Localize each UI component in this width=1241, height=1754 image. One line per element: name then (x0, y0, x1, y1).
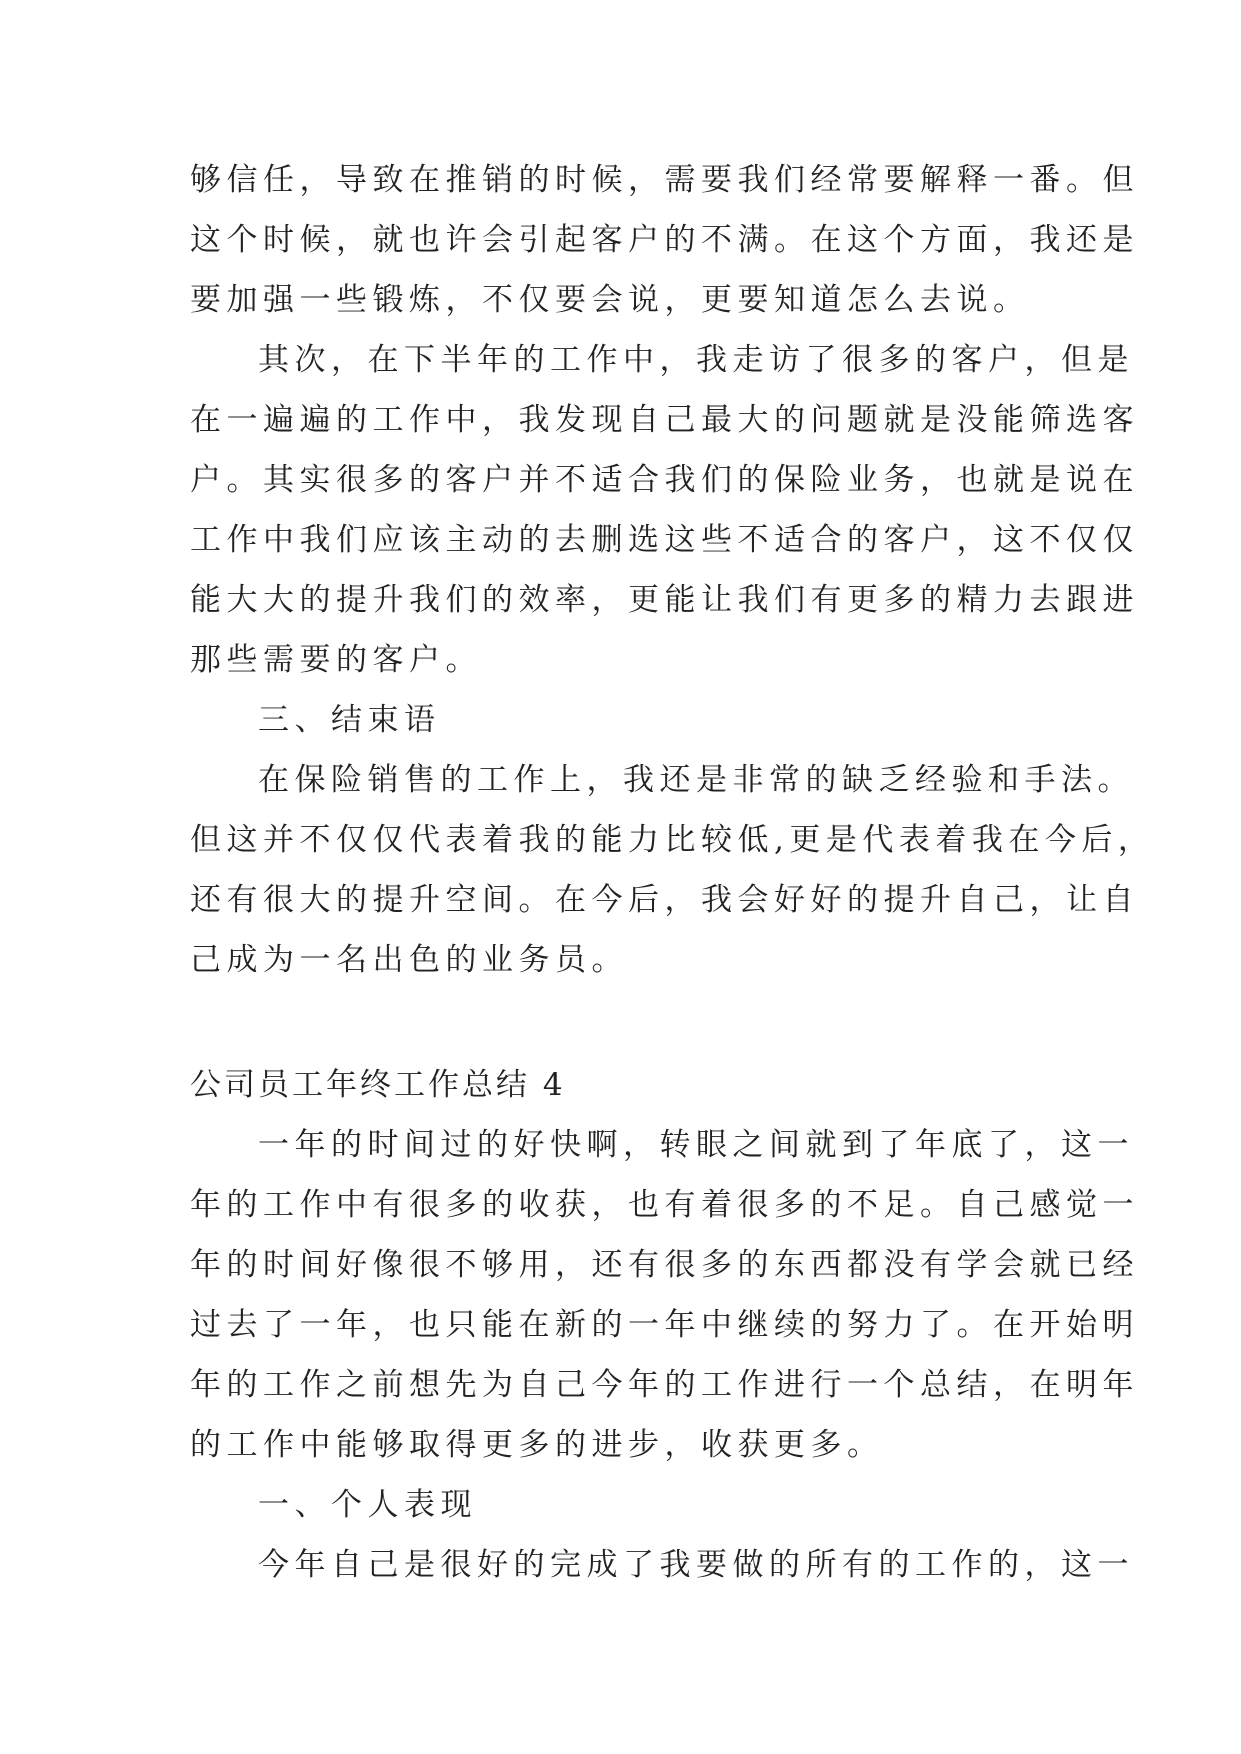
document-title: 公司员工年终工作总结 4 (190, 1067, 566, 1103)
text-line-12: 但这并不仅仅代表着我的能力比较低,更是代表着我在今后， (190, 822, 1155, 858)
text-line-21: 的工作中能够取得更多的进步，收获更多。 (190, 1427, 884, 1463)
text-line-6: 户。其实很多的客户并不适合我们的保险业务，也就是说在 (190, 462, 1139, 498)
text-line-2: 这个时候，就也许会引起客户的不满。在这个方面，我还是 (190, 222, 1139, 258)
paragraph-second-start: 其次，在下半年的工作中，我走访了很多的客户，但是 (258, 342, 1134, 378)
text-line-18: 年的时间好像很不够用，还有很多的东西都没有学会就已经 (190, 1247, 1139, 1283)
text-line-1: 够信任，导致在推销的时候，需要我们经常要解释一番。但 (190, 162, 1139, 198)
text-line-8: 能大大的提升我们的效率，更能让我们有更多的精力去跟进 (190, 582, 1139, 618)
text-line-17: 年的工作中有很多的收获，也有着很多的不足。自己感觉一 (190, 1187, 1139, 1223)
text-line-5: 在一遍遍的工作中，我发现自己最大的问题就是没能筛选客 (190, 402, 1139, 438)
text-line-20: 年的工作之前想先为自己今年的工作进行一个总结，在明年 (190, 1367, 1139, 1403)
text-line-9: 那些需要的客户。 (190, 642, 482, 678)
text-line-7: 工作中我们应该主动的去删选这些不适合的客户，这不仅仅 (190, 522, 1139, 558)
paragraph-conclusion-start: 在保险销售的工作上，我还是非常的缺乏经验和手法。 (258, 762, 1134, 798)
paragraph-performance-start: 今年自己是很好的完成了我要做的所有的工作的，这一 (258, 1547, 1134, 1583)
text-line-19: 过去了一年，也只能在新的一年中继续的努力了。在开始明 (190, 1307, 1139, 1343)
text-line-13: 还有很大的提升空间。在今后，我会好好的提升自己，让自 (190, 882, 1139, 918)
section-heading-performance: 一、个人表现 (258, 1487, 477, 1523)
paragraph-intro-start: 一年的时间过的好快啊，转眼之间就到了年底了，这一 (258, 1127, 1134, 1163)
text-line-14: 己成为一名出色的业务员。 (190, 942, 628, 978)
section-heading-conclusion: 三、结束语 (258, 702, 441, 738)
text-line-3: 要加强一些锻炼，不仅要会说，更要知道怎么去说。 (190, 282, 1030, 318)
